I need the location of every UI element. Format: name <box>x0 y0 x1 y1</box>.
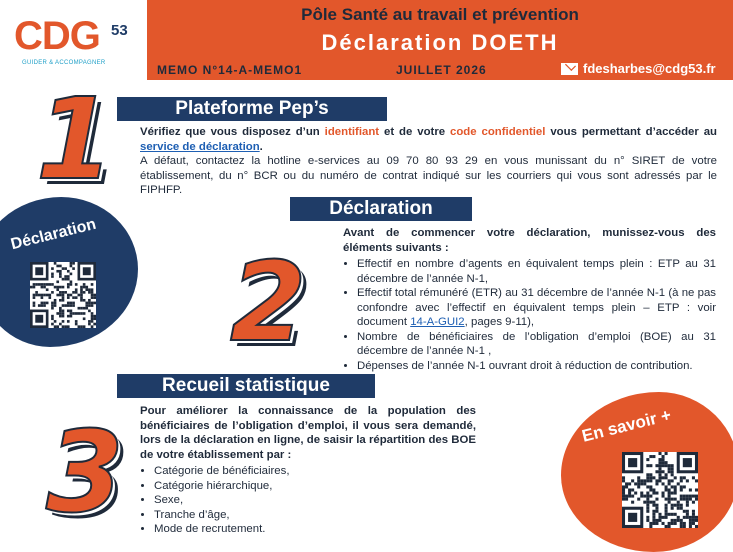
email-address[interactable]: fdesharbes@cdg53.fr <box>583 61 716 76</box>
list-item: • Dépenses de l’année N-1 ouvrant droit à réduction de contribution. <box>357 359 716 374</box>
declaration-lead: Avant de commencer votre déclaration, munissez-vous des éléments suivants : <box>343 227 716 254</box>
section-title-recueil: Recueil statistique <box>117 374 375 398</box>
section-title-plateforme: Plateforme Pep’s <box>117 97 387 121</box>
memo-date: JUILLET 2026 <box>396 63 487 77</box>
section-title-declaration: Déclaration <box>290 197 472 221</box>
recueil-lead: Pour améliorer la connaissance de la population des bénéficiaires de l’obligation d’emploi, il vous sera demandé, lors de la déclaration en ligne, de saisir la répartition des BOE de votre établissement par : <box>140 405 476 461</box>
list-item: • Effectif en nombre d’agents en équivalent temps plein : ETP au 31 décembre de l’année N-1, <box>357 257 716 286</box>
list-item: • Nombre de bénéficiaires de l’obligation d’emploi (BOE) au 31 décembre de l’année N-1 , <box>357 330 716 359</box>
guide-link[interactable]: 14-A-GUI2 <box>410 316 465 328</box>
list-item: • Sexe, <box>154 493 476 508</box>
list-item: • Mode de recrutement. <box>154 522 476 537</box>
plateforme-lead: Vérifiez que vous disposez d’un identifiant et de votre code confidentiel vous permettant d’accéder au service de déclaration. <box>140 126 717 153</box>
plateforme-hotline-text: A défaut, contactez la hotline e-services au 09 70 80 93 29 en vous munissant du n° SIRET de votre établissement, du n° BCR ou du numéro de contrat indiqué sur les courriers qui vous sont adressés par le FIPHFP. <box>140 155 717 196</box>
mail-icon <box>561 63 578 75</box>
header-banner <box>147 0 733 80</box>
section-plateforme-text <box>140 125 717 198</box>
list-item: • Effectif total rémunéré (ETR) au 31 décembre de l’année N-1 (à ne pas confondre avec l’effectif en équivalent temps plein – ETP : voir document 14-A-GUI2, pages 9-11), <box>357 286 716 330</box>
header-subtitle: Déclaration DOETH <box>321 30 559 55</box>
list-item: • Catégorie de bénéficiaires, <box>154 464 476 479</box>
recueil-list <box>140 464 476 537</box>
logo-number: 53 <box>111 22 128 39</box>
step-number-1: 1 <box>36 75 114 205</box>
logo <box>0 0 145 80</box>
logo-letters: CDG <box>14 14 100 58</box>
declaration-list <box>343 257 716 373</box>
qr-code-icon[interactable] <box>30 262 96 328</box>
en-savoir-plus-label: En savoir + <box>579 405 674 446</box>
list-item: • Catégorie hiérarchique, <box>154 479 476 494</box>
service-declaration-link[interactable]: service de déclaration <box>140 140 260 153</box>
list-item: • Tranche d’âge, <box>154 508 476 523</box>
logo-tagline: GUIDER & ACCOMPAGNER <box>22 60 106 66</box>
step-number-3: 3 <box>46 408 124 538</box>
section-recueil-text <box>140 404 476 537</box>
qr-code-icon[interactable] <box>622 452 698 528</box>
declaration-blob-label: Déclaration <box>9 215 98 254</box>
section-declaration-text <box>343 226 716 373</box>
memo-reference: MEMO N°14-A-MEMO1 <box>157 63 303 77</box>
email-contact[interactable] <box>561 61 716 76</box>
header-title: Pôle Santé au travail et prévention <box>301 5 579 24</box>
step-number-2: 2 <box>230 238 307 366</box>
